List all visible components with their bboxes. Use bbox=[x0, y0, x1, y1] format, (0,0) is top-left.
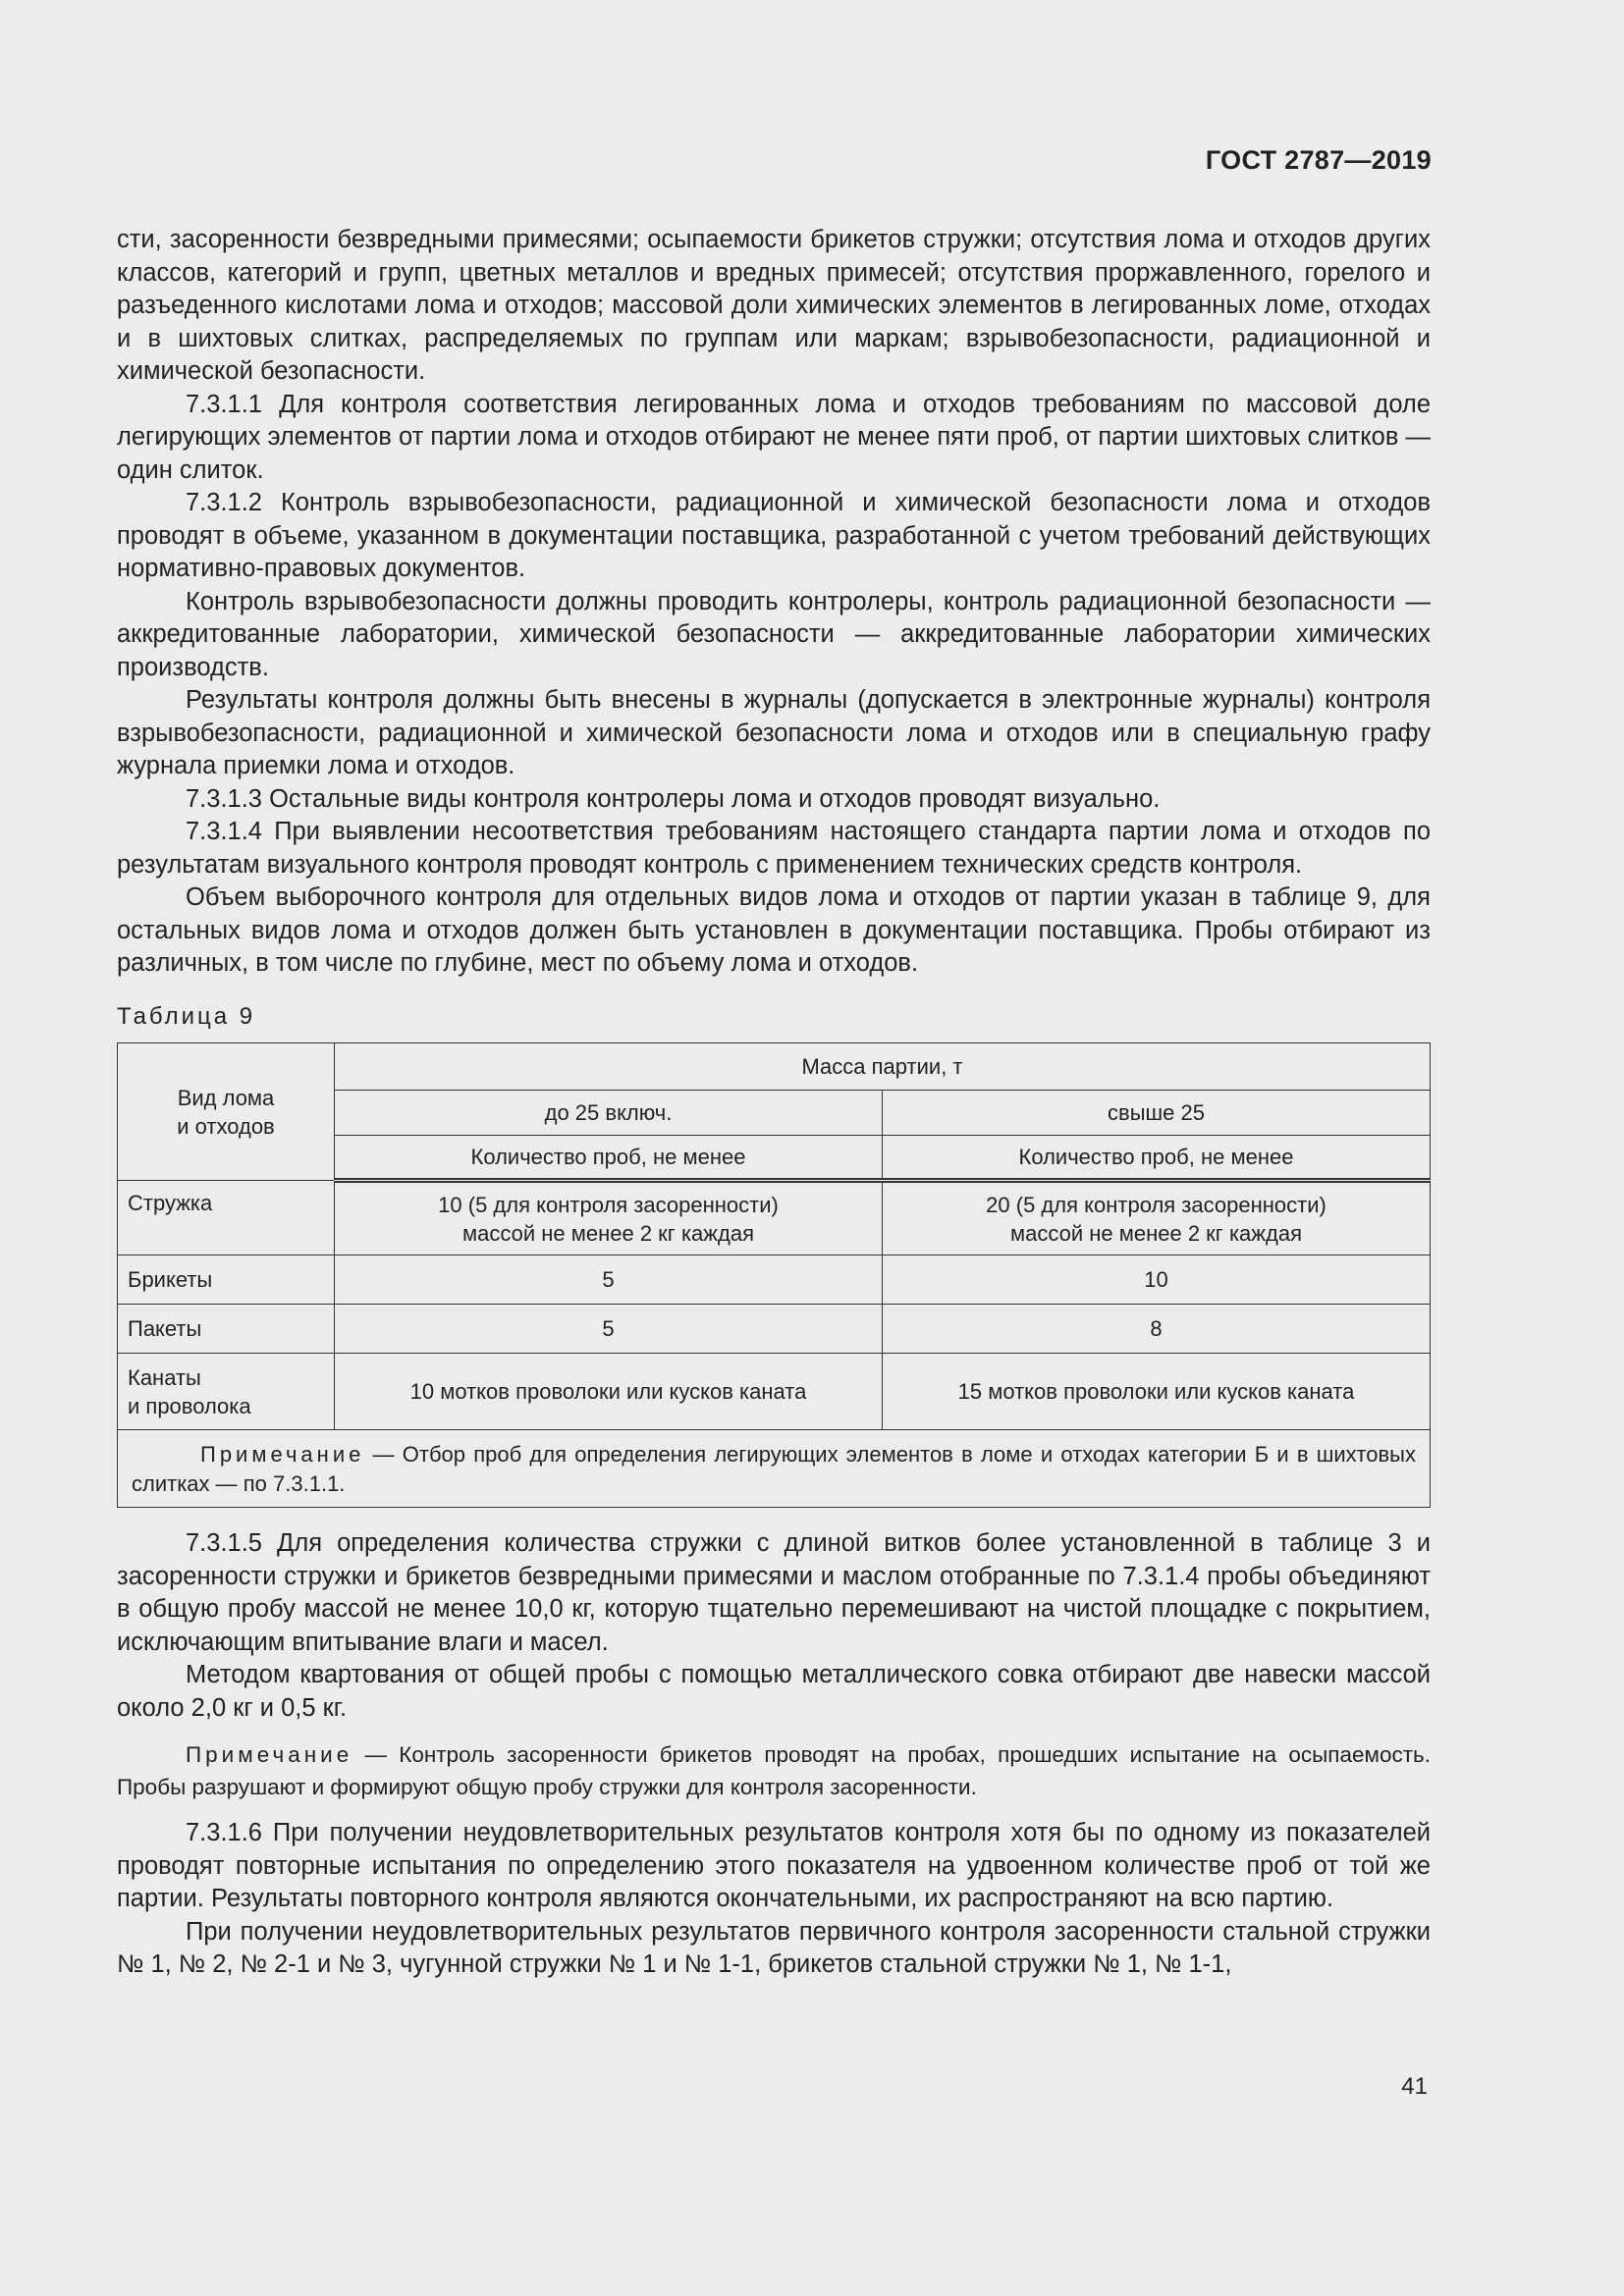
header-over-25: свыше 25 bbox=[883, 1091, 1431, 1136]
table-caption: Таблица 9 bbox=[117, 1002, 256, 1030]
header-lot-mass: Масса партии, т bbox=[335, 1043, 1431, 1091]
row-value: 20 (5 для контроля засоренности) массой не менее 2 кг каждая bbox=[883, 1181, 1431, 1255]
paragraph-control-results: Результаты контроля должны быть внесены в журналы (допускается в электронные журналы) контроля взрывобезопасности, радиационной и химической безопасности лома и отходов или в специальную графу журнала приемки лома и отходов. bbox=[117, 686, 1431, 779]
row-type: Стружка bbox=[118, 1181, 335, 1255]
table-row bbox=[118, 1354, 1431, 1430]
page-body bbox=[117, 224, 1431, 1982]
row-value: 10 bbox=[883, 1255, 1431, 1305]
page-number: 41 bbox=[1401, 2073, 1428, 2100]
row-value: 5 bbox=[335, 1305, 883, 1354]
paragraph-quartering: Методом квартования от общей пробы с помощью металлического совка отбирают две навески массой около 2,0 кг и 0,5 кг. bbox=[117, 1661, 1431, 1722]
row-value: 10 мотков проволоки или кусков каната bbox=[335, 1354, 883, 1430]
document-header: ГОСТ 2787—2019 bbox=[1205, 145, 1432, 175]
paragraph-continuation: сти, засоренности безвредными примесями; осыпаемости брикетов стружки; отсутствия лома и отходов других классов, категорий и групп, цветных металлов и вредных примесей; отсутствия проржавленного, горелого и разъеденного кислотами лома и отходов; массовой доли химических элементов в легированных ломе, отходах и в шихтовых слитках, распределяемых по группам или маркам; взрывобезопасности, радиационной и химической безопасности. bbox=[117, 226, 1431, 385]
row-value: 10 (5 для контроля засоренности) массой не менее 2 кг каждая bbox=[335, 1181, 883, 1255]
paragraph-primary-control: При получении неудовлетворительных результатов первичного контроля засоренности стальной стружки № 1, № 2, № 2-1 и № 3, чугунной стружки № 1 и № 1-1, брикетов стальной стружки № 1, № 1-1, bbox=[117, 1917, 1431, 1978]
row-type: Канаты и проволока bbox=[118, 1354, 335, 1430]
paragraph-7-3-1-5: 7.3.1.5 Для определения количества стружки с длиной витков более установленной в таблице 3 и засоренности стружки и брикетов безвредными примесями и маслом отобранные по 7.3.1.4 пробы объединяют в общую пробу массой не менее 10,0 кг, которую тщательно перемешивают на чистой площадке с покрытием, исключающим впитывание влаги и масел. bbox=[117, 1529, 1431, 1656]
row-value: 5 bbox=[335, 1255, 883, 1305]
note-briquettes bbox=[117, 1738, 1431, 1803]
row-type: Брикеты bbox=[118, 1255, 335, 1305]
row-type: Пакеты bbox=[118, 1305, 335, 1354]
note-label: Примечание bbox=[186, 1742, 353, 1767]
paragraph-7-3-1-6: 7.3.1.6 При получении неудовлетворительных результатов контроля хотя бы по одному из показателей проводят повторные испытания по определению этого показателя на удвоенном количестве проб от той же партии. Результаты повторного контроля являются окончательными, их распространяют на всю партию. bbox=[117, 1819, 1431, 1912]
table-note-label: Примечание bbox=[200, 1442, 365, 1467]
table-row bbox=[118, 1255, 1431, 1305]
table-row bbox=[118, 1305, 1431, 1354]
table-note bbox=[118, 1430, 1431, 1508]
paragraph-7-3-1-4: 7.3.1.4 При выявлении несоответствия требованиям настоящего стандарта партии лома и отходов по результатам визуального контроля проводят контроль с применением технических средств контроля. bbox=[117, 818, 1431, 879]
paragraph-7-3-1-1: 7.3.1.1 Для контроля соответствия легированных лома и отходов требованиям по массовой доле легирующих элементов от партии лома и отходов отбирают не менее пяти проб, от партии шихтовых слитков — один слиток. bbox=[117, 390, 1431, 484]
note-text: — Контроль засоренности брикетов проводят на пробах, прошедших испытание на осыпаемость. Пробы разрушают и формируют общую пробу стружки для контроля засоренности. bbox=[117, 1742, 1431, 1799]
paragraph-control-roles: Контроль взрывобезопасности должны проводить контролеры, контроль радиационной безопасности — аккредитованные лаборатории, химической безопасности — аккредитованные лаборатории химических производств. bbox=[117, 587, 1431, 681]
table-note-text: — Отбор проб для определения легирующих элементов в ломе и отходах категории Б и в шихтовых слитках — по 7.3.1.1. bbox=[132, 1442, 1416, 1496]
sampling-table bbox=[117, 1042, 1431, 1508]
header-sample-count-1: Количество проб, не менее bbox=[335, 1136, 883, 1181]
row-value: 8 bbox=[883, 1305, 1431, 1354]
header-sample-count-2: Количество проб, не менее bbox=[883, 1136, 1431, 1181]
table-row bbox=[118, 1181, 1431, 1255]
paragraph-7-3-1-3: 7.3.1.3 Остальные виды контроля контролеры лома и отходов проводят визуально. bbox=[186, 784, 1161, 813]
header-scrap-type: Вид лома и отходов bbox=[118, 1043, 335, 1181]
paragraph-sampling-volume: Объем выборочного контроля для отдельных видов лома и отходов от партии указан в таблице 9, для остальных видов лома и отходов должен быть установлен в документации поставщика. Пробы отбирают из различных, в том числе по глубине, мест по объему лома и отходов. bbox=[117, 883, 1431, 977]
header-up-to-25: до 25 включ. bbox=[335, 1091, 883, 1136]
paragraph-7-3-1-2: 7.3.1.2 Контроль взрывобезопасности, радиационной и химической безопасности лома и отходов проводят в объеме, указанном в документации поставщика, разработанной с учетом требований действующих нормативно-правовых документов. bbox=[117, 489, 1431, 582]
row-value: 15 мотков проволоки или кусков каната bbox=[883, 1354, 1431, 1430]
